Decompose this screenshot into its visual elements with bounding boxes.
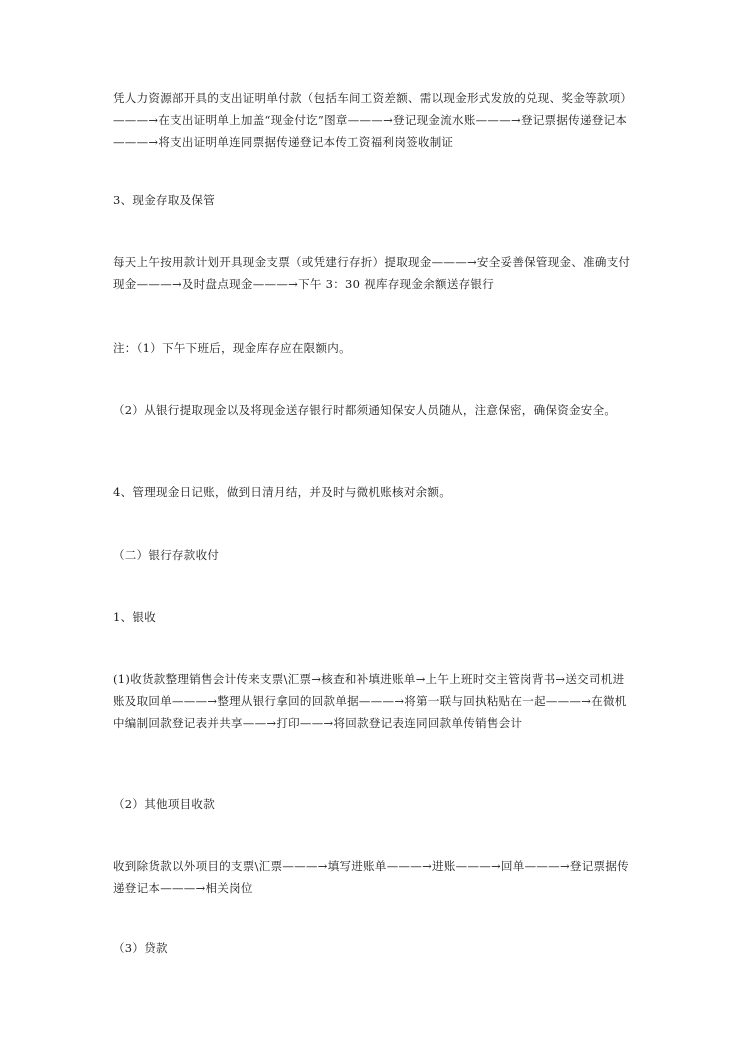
- heading-other-receipts: （2）其他项目收款: [113, 797, 216, 811]
- heading-bank-deposits: （二）银行存款收付: [113, 548, 220, 562]
- heading-cash-storage: 3、现金存取及保管: [113, 193, 216, 207]
- paragraph-cash-withdrawal: 每天上午按用款计划开具现金支票（或凭建行存折）提取现金———→安全妥善保管现金、准确支付现金———→及时盘点现金———→下午 3：30 视库存现金余额送存银行: [113, 255, 631, 291]
- paragraph-other-receipts: 收到除货款以外项目的支票\汇票———→填写进账单———→进账———→回单———→登记票据传递登记本———→相关岗位: [113, 859, 629, 895]
- heading-cash-journal: 4、管理现金日记账，做到日清月结，并及时与微机账核对余额。: [113, 485, 452, 499]
- note-cash-limit: 注：（1）下午下班后，现金库存应在限额内。: [113, 341, 351, 355]
- heading-bank-receipts: 1、银收: [113, 610, 157, 624]
- note-security: （2）从银行提取现金以及将现金送存银行时都须通知保安人员随从，注意保密，确保资金安全。: [113, 403, 617, 417]
- heading-loans: （3）贷款: [113, 941, 168, 955]
- paragraph-goods-payment-receipt: (1)收货款整理销售会计传来支票\汇票→核查和补填进账单→上午上班时交主管岗背书→送交司机进账及取回单———→整理从银行拿回的回款单据———→将第一联与回执粘贴在一起———→在微机中编制回款登记表并共享——→打印——→将回款登记表连同回款单传销售会计: [113, 672, 627, 730]
- paragraph-payment-procedure: 凭人力资源部开具的支出证明单付款（包括车间工资差额、需以现金形式发放的兑现、奖金等款项）———→在支出证明单上加盖“现金付讫”图章———→登记现金流水账———→登记票据传递登记本———→将支出证明单连同票据传递登记本传工资福利岗签收制证: [113, 91, 633, 149]
